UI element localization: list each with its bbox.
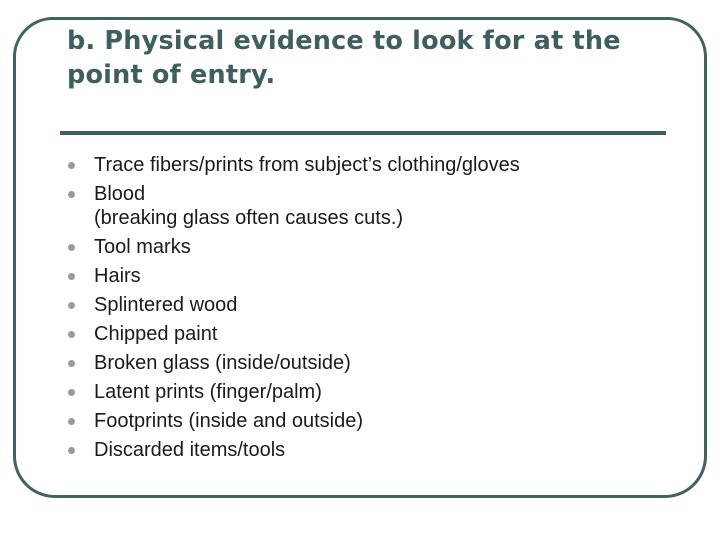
bullet-dot-icon: [68, 447, 75, 454]
bullet-dot-icon: [68, 302, 75, 309]
bullet-dot-icon: [68, 389, 75, 396]
bullet-dot-icon: [68, 273, 75, 280]
bullet-text: Hairs: [94, 265, 141, 287]
bullet-item: [68, 235, 520, 259]
bullet-item: [68, 409, 520, 433]
bullet-item: [68, 293, 520, 317]
bullet-item: [68, 322, 520, 346]
bullet-dot-icon: [68, 162, 75, 169]
bullet-dot-icon: [68, 418, 75, 425]
bullet-item: [68, 264, 520, 288]
bullet-subtext: (breaking glass often causes cuts.): [94, 207, 404, 229]
bullet-item: [68, 351, 520, 375]
bullet-item: [68, 438, 520, 462]
bullet-text: Chipped paint: [94, 323, 218, 345]
bullet-text: Latent prints (finger/palm): [94, 381, 322, 403]
bullet-text: Discarded items/tools: [94, 439, 286, 461]
bullet-item: [68, 380, 520, 404]
bullet-text: Splintered wood: [94, 294, 238, 316]
bullet-dot-icon: [68, 244, 75, 251]
title-divider: [60, 131, 666, 135]
bullet-text: Tool marks: [94, 236, 191, 258]
bullet-dot-icon: [68, 360, 75, 367]
bullet-dot-icon: [68, 331, 75, 338]
bullet-list: [68, 153, 520, 467]
bullet-item: [68, 182, 520, 230]
bullet-text: Trace fibers/prints from subject’s clothing/gloves: [94, 154, 520, 176]
bullet-text: Broken glass (inside/outside): [94, 352, 351, 374]
bullet-text: Blood: [94, 183, 146, 205]
bullet-item: [68, 153, 520, 177]
bullet-dot-icon: [68, 191, 75, 198]
slide-title: b. Physical evidence to look for at the point of entry.: [67, 26, 621, 90]
bullet-text: Footprints (inside and outside): [94, 410, 364, 432]
